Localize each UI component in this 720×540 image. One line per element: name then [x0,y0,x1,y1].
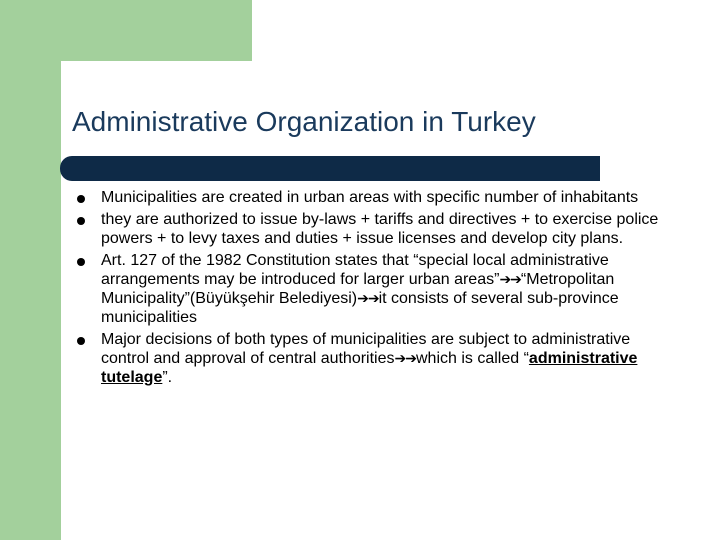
slide-title: Administrative Organization in Turkey [72,106,536,137]
double-arrow-icon: ➔➔ [357,290,379,306]
bullet-item-1 [75,188,675,207]
bullet-dot-icon [77,258,85,266]
double-arrow-icon: ➔➔ [394,350,416,366]
bullet-dot-icon [77,217,85,225]
bullet-text: Municipalities are created in urban areas with specific number of inhabitants [101,189,639,206]
bullet-dot-icon [77,195,85,203]
decor-green-left [0,0,61,540]
bullet-text: they are authorized to issue by-laws + tariffs and directives + to exercise police powers + to levy taxes and duties + issue licenses and develop city plans. [101,211,659,247]
bullet-item-3 [75,251,675,327]
bullet-text-part2: “Metropolitan Municipality”(Büyükşehir Belediyesi) [101,271,615,307]
emphasis-term: administrative tutelage [101,350,638,386]
decor-rounded-corner [61,61,91,91]
bullet-item-4 [75,330,675,387]
bullet-text-part3: ”. [162,369,173,386]
bullet-text-part1: Art. 127 of the 1982 Constitution states that “special local administrative arrangements may be introduced for larger urban areas” [101,252,609,288]
title-divider-bar [60,156,600,181]
bullet-text-part1: Major decisions of both types of municipalities are subject to administrative control and approval of central authorities [101,331,631,367]
bullet-text-part3: it consists of several sub-province municipalities [101,290,619,326]
double-arrow-icon: ➔➔ [499,271,521,287]
bullet-dot-icon [77,337,85,345]
bullet-item-2 [75,210,675,248]
bullet-list [75,188,675,390]
bullet-text-part2: which is called “ [415,350,529,367]
